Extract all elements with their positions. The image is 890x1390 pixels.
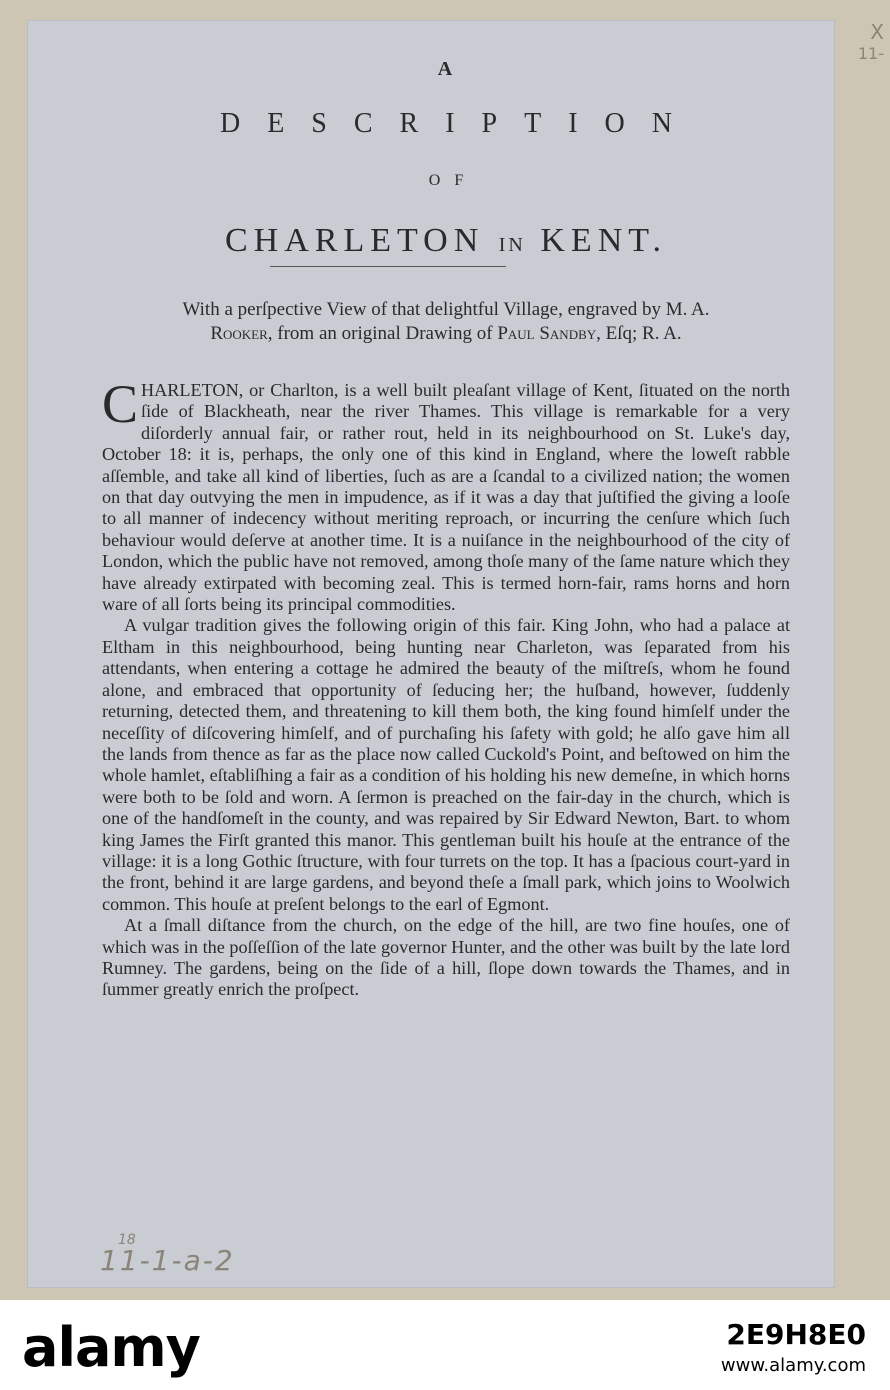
paragraph-2: A vulgar tradition gives the following origin of this fair. King John, who had a palace at Eltham in this neighbourhood, being hunting near Charleton, was ſeparated from his attendants, when entering a cottage he admired the beauty of the miſtreſs, whom he found alone, and embraced that opportunity of ſeducing her; the huſband, however, ſuddenly returning, detected them, and threatening to kill them both, the king found himſelf under the neceſſity of diſcovering himſelf, and of purchaſing his ſafety with gold; he alſo gave him all the lands from thence as far as the place now called Cuckold's Point, and beſtowed on him the whole hamlet, eſtabliſhing a fair as a condition of his holding his new demeſne, in which horns were both to be ſold and worn. A ſermon is preached on the fair-day in the church, which is one of the handſomeſt in the county, and was repaired by Sir Edward Newton, Bart. to whom king James the Firſt granted this manor. This gentleman built his houſe at the entrance of the village: it is a long Gothic ſtructure, with four turrets on the top. It has a ſpacious court-yard in the front, behind it are large gardens, and beyond theſe a ſmall park, which joins to Woolwich common. This houſe at preſent belongs to the earl of Egmont. [102,615,790,914]
stock-banner [0,1300,890,1390]
artist-name: Paul Sandby [497,323,597,344]
drop-cap: C [102,374,139,434]
county-name: KENT. [540,222,667,259]
title-underline [270,266,506,267]
place-name: CHARLETON [225,222,485,259]
engraver-name: Rooker [210,323,268,344]
corner-number: 11- [857,44,884,63]
pencil-annotation-bottom [100,1232,235,1277]
title-of: OF [428,172,478,189]
title-description: DESCRIPTION [219,108,699,139]
bottom-number: 18 [118,1232,136,1248]
subtitle-part5: , Eſq; R. A. [596,323,682,344]
alamy-logo: alamy [22,1316,200,1379]
body-text [102,374,790,1001]
paragraph-3: At a ſmall diſtance from the church, on the edge of the hill, are two fine houſes, one of which was in the poſſeſſion of the late governor Hunter, and the other was built by the late lord Rumney. The gardens, being on the ſide of a hill, ſlope down towards the Thames, and in ſummer greatly enrich the proſpect. [102,915,790,1000]
pencil-annotation-corner [858,22,884,64]
subtitle-part3: , from an original Drawing of [267,323,498,344]
paragraph-1 [102,374,790,615]
subtitle-part1: With a perſpective View of that delightful Village, engraved by M. A. [182,299,710,320]
title-article: A [437,58,455,80]
catalogue-code: 11-1-a-2 [100,1244,235,1277]
subtitle [102,298,790,346]
paragraph-1-text: HARLETON, or Charlton, is a well built pleaſant village of Kent, ſituated on the north ſide of Blackheath, near the river Thames. This village is remarkable for a very diſorderly annual fair, or rather rout, held in its neighbourhood on St. Luke's day, October 18: it is, perhaps, the only one of this kind in England, where the loweſt rabble aſſemble, and take all kind of liberties, ſuch as are a ſcandal to a civilized nation; the women on that day outvying the men in impudence, as if it was a day that juſtified the giving a looſe to all manner of indecency without meriting reproach, or incurring the cenſure which ſuch behaviour would deſerve at another time. It is a nuiſance in the neighbourhood of the city of London, which the public have not removed, among thoſe many of the ſame nature which they have already extirpated with becoming zeal. This is termed horn-fair, rams horns and horn ware of all ſorts being its principal commodities. [102,380,790,615]
image-id: 2E9H8E0 [726,1318,866,1351]
in-label: IN [498,234,526,256]
site-url: www.alamy.com [720,1355,866,1376]
title-place [102,222,790,260]
banner-info [721,1318,866,1376]
corner-mark: X [870,20,884,44]
